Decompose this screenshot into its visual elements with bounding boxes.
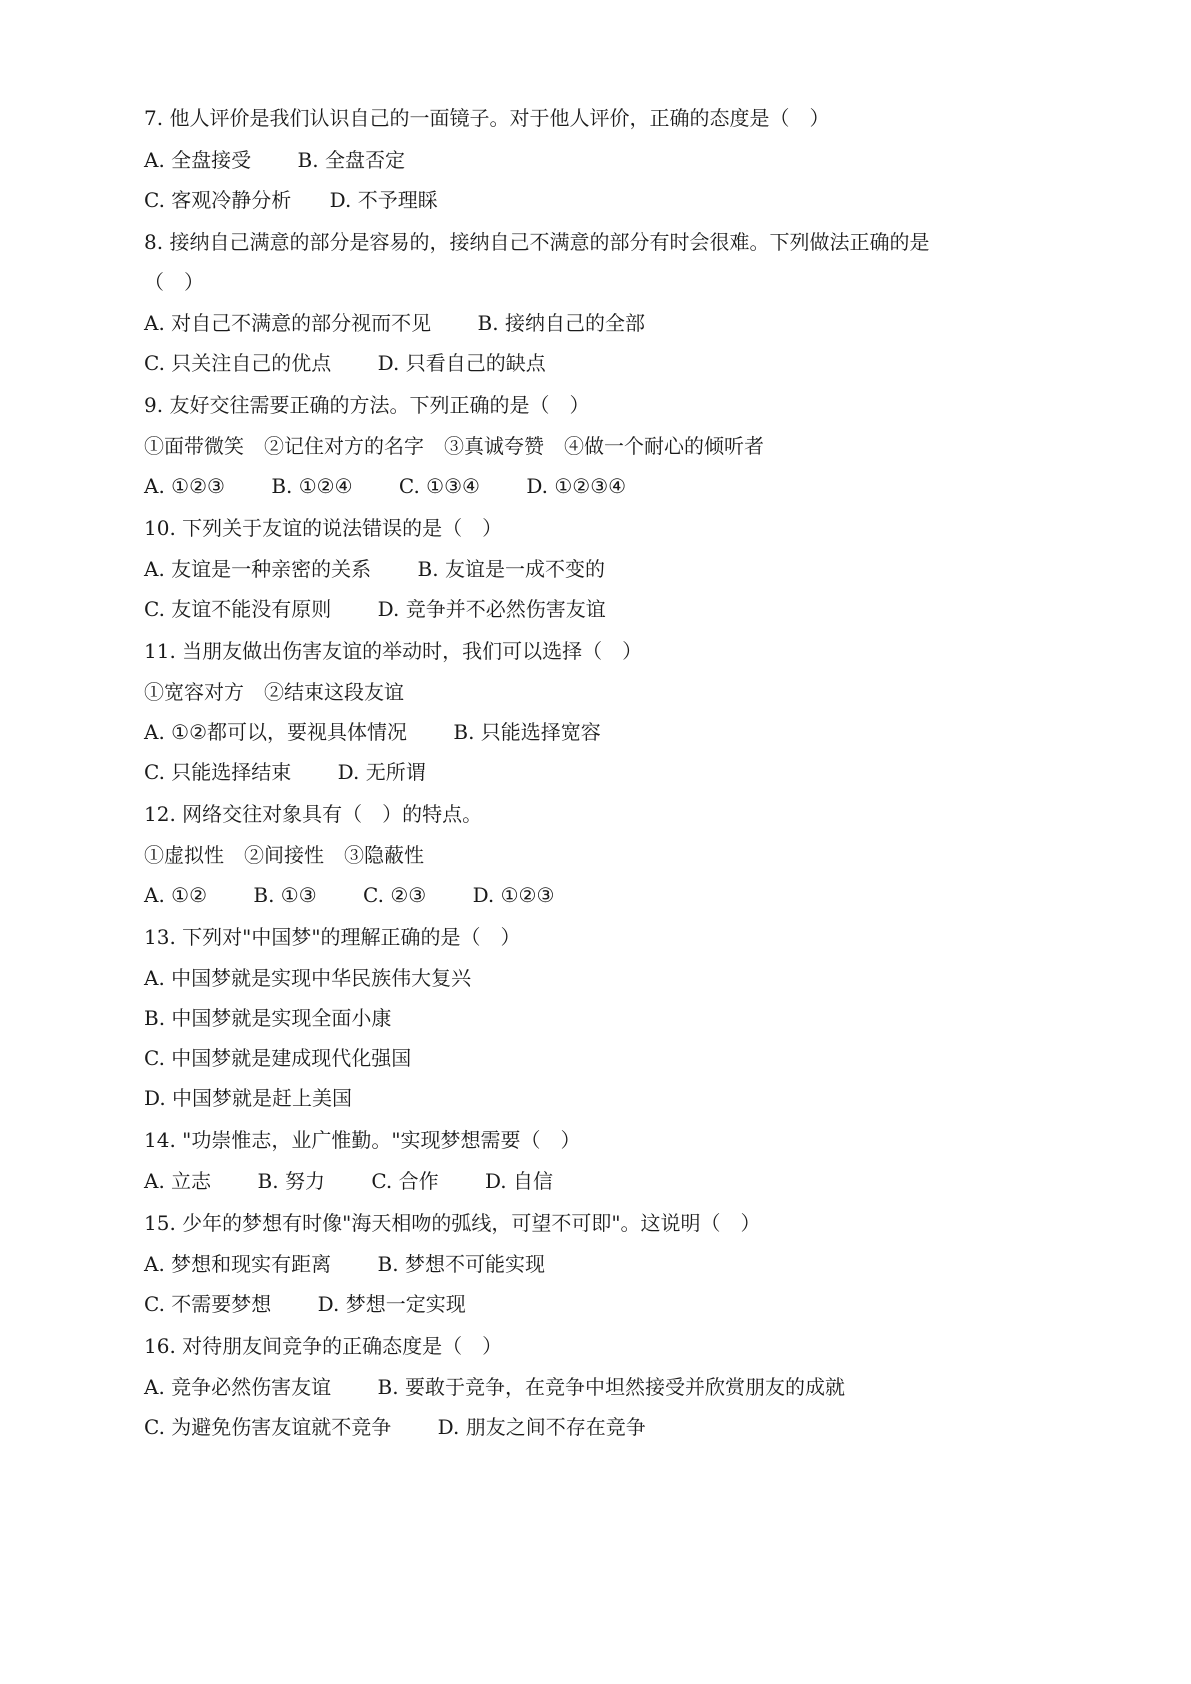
question-14-options [144,1167,553,1195]
question-11-options-row-2 [144,758,426,786]
question-10-options-row-2 [144,595,606,623]
question-15-options-row-1 [144,1250,545,1278]
question-7-option-a: A. 全盘接受 [144,148,252,172]
question-7-stem: 7. 他人评价是我们认识自己的一面镜子。对于他人评价，正确的态度是（ ） [144,106,830,130]
question-8-option-b: B. 接纳自己的全部 [477,311,645,335]
question-8-options-row-2 [144,349,546,377]
question-14-stem: 14. "功崇惟志，业广惟勤。"实现梦想需要（ ） [144,1128,581,1152]
question-7-option-b: B. 全盘否定 [297,148,405,172]
question-8-stem: 8. 接纳自己满意的部分是容易的，接纳自己不满意的部分有时会很难。下列做法正确的是 [144,230,930,254]
question-14-option-a: A. 立志 [144,1169,212,1193]
question-16-option-a: A. 竞争必然伤害友谊 [144,1375,332,1399]
question-13-option-d: D. 中国梦就是赶上美国 [144,1086,353,1110]
question-7-option-c: C. 客观冷静分析 [144,188,292,212]
question-16-option-c: C. 为避免伤害友谊就不竞争 [144,1415,392,1439]
question-7-option-d: D. 不予理睬 [329,188,438,212]
question-10-option-c: C. 友谊不能没有原则 [144,597,332,621]
question-8-option-d: D. 只看自己的缺点 [377,351,546,375]
question-10-options-row-1 [144,555,605,583]
question-9-items: ①面带微笑 ②记住对方的名字 ③真诚夸赞 ④做一个耐心的倾听者 [144,434,764,458]
question-10-option-a: A. 友谊是一种亲密的关系 [144,557,372,581]
question-11-items: ①宽容对方 ②结束这段友谊 [144,680,404,704]
question-7-options-row-2 [144,186,438,214]
question-11-option-c: C. 只能选择结束 [144,760,292,784]
question-13-stem: 13. 下列对"中国梦"的理解正确的是（ ） [144,925,521,949]
question-9-options [144,472,626,500]
question-9-stem: 9. 友好交往需要正确的方法。下列正确的是（ ） [144,393,590,417]
question-16-options-row-2 [144,1413,646,1441]
question-12-option-c: C. ②③ [363,883,427,907]
question-14-option-d: D. 自信 [484,1169,554,1193]
question-8-option-c: C. 只关注自己的优点 [144,351,332,375]
question-14-option-b: B. 努力 [257,1169,325,1193]
question-15-option-d: D. 梦想一定实现 [317,1292,466,1316]
question-8-options-row-1 [144,309,645,337]
question-13-option-a: A. 中国梦就是实现中华民族伟大复兴 [144,966,472,990]
question-16-option-b: B. 要敢于竞争，在竞争中坦然接受并欣赏朋友的成就 [377,1375,845,1399]
question-15-option-b: B. 梦想不可能实现 [377,1252,545,1276]
question-9-option-a: A. ①②③ [144,474,225,498]
question-13-option-b: B. 中国梦就是实现全面小康 [144,1006,392,1030]
question-14-option-c: C. 合作 [371,1169,439,1193]
question-10-stem: 10. 下列关于友谊的说法错误的是（ ） [144,516,503,540]
question-11-stem: 11. 当朋友做出伤害友谊的举动时，我们可以选择（ ） [144,639,643,663]
question-12-options [144,881,554,909]
question-12-option-d: D. ①②③ [472,883,555,907]
question-9-option-b: B. ①②④ [271,474,353,498]
question-10-option-d: D. 竞争并不必然伤害友谊 [377,597,606,621]
question-13-option-c: C. 中国梦就是建成现代化强国 [144,1046,412,1070]
question-16-stem: 16. 对待朋友间竞争的正确态度是（ ） [144,1334,503,1358]
question-9-option-c: C. ①③④ [398,474,480,498]
question-16-options-row-1 [144,1373,845,1401]
question-15-options-row-2 [144,1290,466,1318]
question-11-option-a: A. ①②都可以，要视具体情况 [144,720,408,744]
question-11-option-d: D. 无所谓 [337,760,426,784]
question-12-option-a: A. ①② [144,883,208,907]
question-8-option-a: A. 对自己不满意的部分视而不见 [144,311,432,335]
question-10-option-b: B. 友谊是一成不变的 [417,557,605,581]
question-9-option-d: D. ①②③④ [526,474,627,498]
question-7-options-row-1 [144,146,405,174]
question-11-option-b: B. 只能选择宽容 [453,720,601,744]
question-16-option-d: D. 朋友之间不存在竞争 [437,1415,646,1439]
question-11-options-row-1 [144,718,601,746]
question-12-stem: 12. 网络交往对象具有（ ）的特点。 [144,802,483,826]
question-12-option-b: B. ①③ [253,883,317,907]
question-15-option-a: A. 梦想和现实有距离 [144,1252,332,1276]
question-12-items: ①虚拟性 ②间接性 ③隐蔽性 [144,843,424,867]
question-8-stem-continued: （ ） [144,270,204,294]
question-15-option-c: C. 不需要梦想 [144,1292,272,1316]
question-15-stem: 15. 少年的梦想有时像"海天相吻的弧线，可望不可即"。这说明（ ） [144,1211,761,1235]
